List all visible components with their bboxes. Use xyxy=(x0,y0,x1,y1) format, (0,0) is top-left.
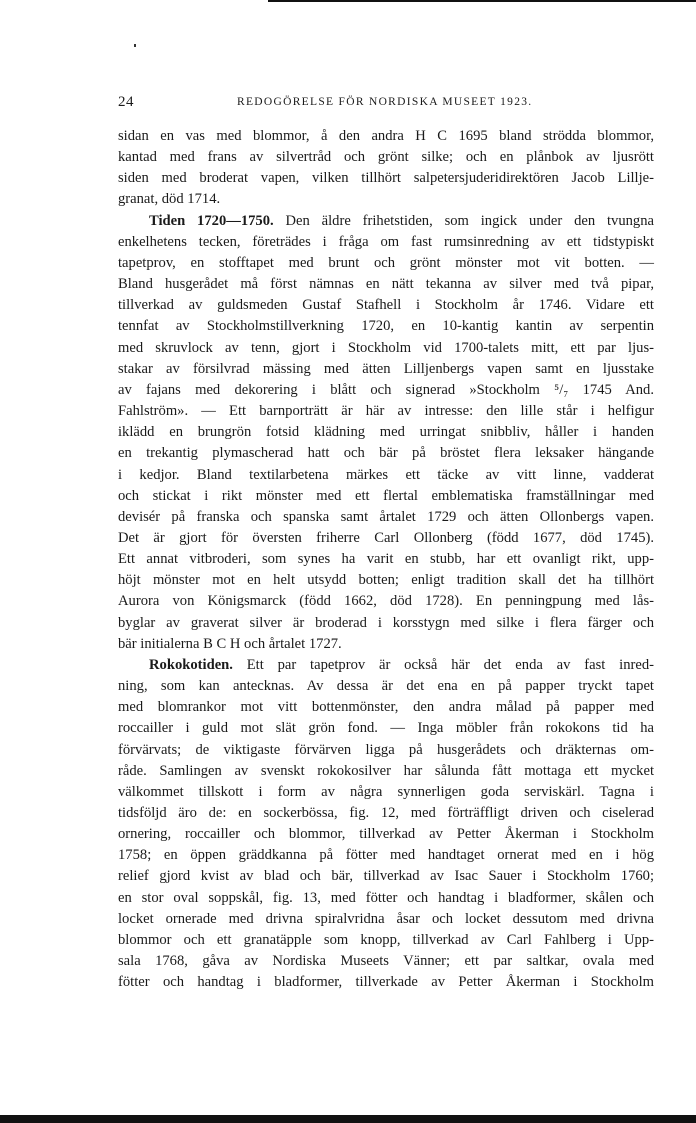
text-line xyxy=(118,655,654,676)
text-line: byglar av graverat silver är broderad i korsstygn med silke i flera färger och xyxy=(118,614,654,631)
text-line: blommor och ett granatäpple som knopp, tillverkad av Carl Fahlberg i Upp- xyxy=(118,931,654,948)
text-line: tillverkad av guldsmeden Gustaf Stafhell i Stockholm år 1746. Vidare ett xyxy=(118,297,654,314)
text-line: Bland husgerådet må först nämnas en nätt tekanna av silver med två pipar, xyxy=(118,276,654,293)
body-text xyxy=(118,126,654,993)
text-line: siden med broderat vapen, vilken tillhört salpetersjuderidirektören Jacob Lillje- xyxy=(118,170,654,187)
text-line: Aurora von Königsmarck (född 1662, död 1728). En penningpung med lås- xyxy=(118,593,654,610)
text-line: förvärvats; de viktigaste förvärven ligga på husgerådets och dräkternas om- xyxy=(118,741,654,758)
text-line: och stickat i rikt mönster med ett flertal emblematiska framställningar med xyxy=(118,487,654,504)
text-line: Det är gjort för översten friherre Carl Ollonberg (född 1677, död 1745). xyxy=(118,529,654,546)
text-line: sala 1768, gåva av Nordiska Museets Vänner; ett par saltkar, ovala med xyxy=(118,953,654,970)
text-line: höjt mönster mot en helt utsydd botten; enligt tradition skall det ha tillhört xyxy=(118,572,654,589)
text-line: iklädd en brungrön fotsid klädning med urringat snibbliv, håller i handen xyxy=(118,424,654,441)
section-text: Den äldre frihetstiden, som ingick under den tvungna xyxy=(273,212,654,229)
text-line: med blomrankor mot vitt bottenmönster, den andra målad på papper med xyxy=(118,699,654,716)
text-line: råde. Samlingen av svenskt rokokosilver har sålunda fått mottaga ett mycket xyxy=(118,762,654,779)
text-line: relief gjord kvist av blad och bär, tillverkad av Isac Sauer i Stockholm 1760; xyxy=(118,868,654,885)
text-line: locket ornerade med drivna spiralvridna åsar och locket dessutom med drivna xyxy=(118,910,654,927)
text-line: tapetprov, en stofftapet med brunt och grönt mönster mot vit botten. — xyxy=(118,254,654,271)
text-line xyxy=(118,211,654,232)
text-line: fötter och handtag i bladformer, tillverkade av Petter Åkerman i Stockholm xyxy=(118,974,654,991)
text-line: 1758; en öppen gräddkanna på fötter med handtaget ornerat med en i hög xyxy=(118,847,654,864)
section-heading: Rokokotiden. xyxy=(149,656,233,673)
text-line: bär initialerna B C H och årtalet 1727. xyxy=(118,635,342,652)
text-line: devisér på franska och spanska samt årtalet 1729 och ätten Ollonbergs vapen. xyxy=(118,508,654,525)
text-line: Fahlström». — Ett barnporträtt är här av intresse: den lille står i helfigur xyxy=(118,403,654,420)
text-line: kantad med frans av silvertråd och grönt silke; och en plånbok av ljusrött xyxy=(118,149,654,166)
text-line: roccailler i guld mot slät grön fond. — Inga möbler från rokokons tid ha xyxy=(118,720,654,737)
scan-edge-bottom xyxy=(0,1115,696,1123)
text-line: sidan en vas med blommor, å den andra H C 1695 bland strödda blommor, xyxy=(118,128,654,144)
text-line: ornering, roccailler och blommor, tillverkad av Petter Åkerman i Stockholm xyxy=(118,826,654,843)
text-line: en stor oval soppskål, fig. 13, med fötter och handtag i bladformer, skålen och xyxy=(118,889,654,906)
text-line: ning, som kan antecknas. Av dessa är det ena en på papper tryckt tapet xyxy=(118,678,654,695)
text-line: tidsföljd äro de: en sockerbössa, fig. 12, med förträffligt driven och ciselerad xyxy=(118,805,654,821)
text-line: tennfat av Stockholmstillverkning 1720, en 10-kantig kantin av serpentin xyxy=(118,318,654,335)
text-line: av fajans med dekorering i blått och signerad »Stockholm ⁵/₇ 1745 And. xyxy=(118,381,654,398)
scan-speck xyxy=(134,44,136,47)
text-line: en trekantig plymascherad hatt och bär på bröstet flera leksaker hängande xyxy=(118,445,654,462)
page-number: 24 xyxy=(118,94,134,110)
text-line: stakar av försilvrad mässing med ätten Lilljenbergs vapen samt en ljusstake xyxy=(118,360,654,377)
running-title: REDOGÖRELSE FÖR NORDISKA MUSEET 1923. xyxy=(237,96,533,108)
text-line: i kedjor. Bland textilarbetena märkes ett täcke av vitt linne, vadderat xyxy=(118,466,654,483)
section-text: Ett par tapetprov är också här det enda av fast inred- xyxy=(232,656,654,673)
scan-edge-top xyxy=(268,0,696,2)
text-line: välkommet tillskott i form av några synnerligen goda serviskärl. Tagna i xyxy=(118,783,654,800)
section-heading: Tiden 1720—1750. xyxy=(149,212,274,229)
text-line: med skruvlock av tenn, gjort i Stockholm vid 1700-talets mitt, ett par ljus- xyxy=(118,339,654,356)
text-line: Ett annat vitbroderi, som synes ha varit en stubb, har ett ovanligt rikt, upp- xyxy=(118,551,654,568)
text-line: enkelhetens tecken, företrädes i fråga om fast rumsinredning av ett tidstypiskt xyxy=(118,233,654,250)
text-line: granat, död 1714. xyxy=(118,191,221,208)
